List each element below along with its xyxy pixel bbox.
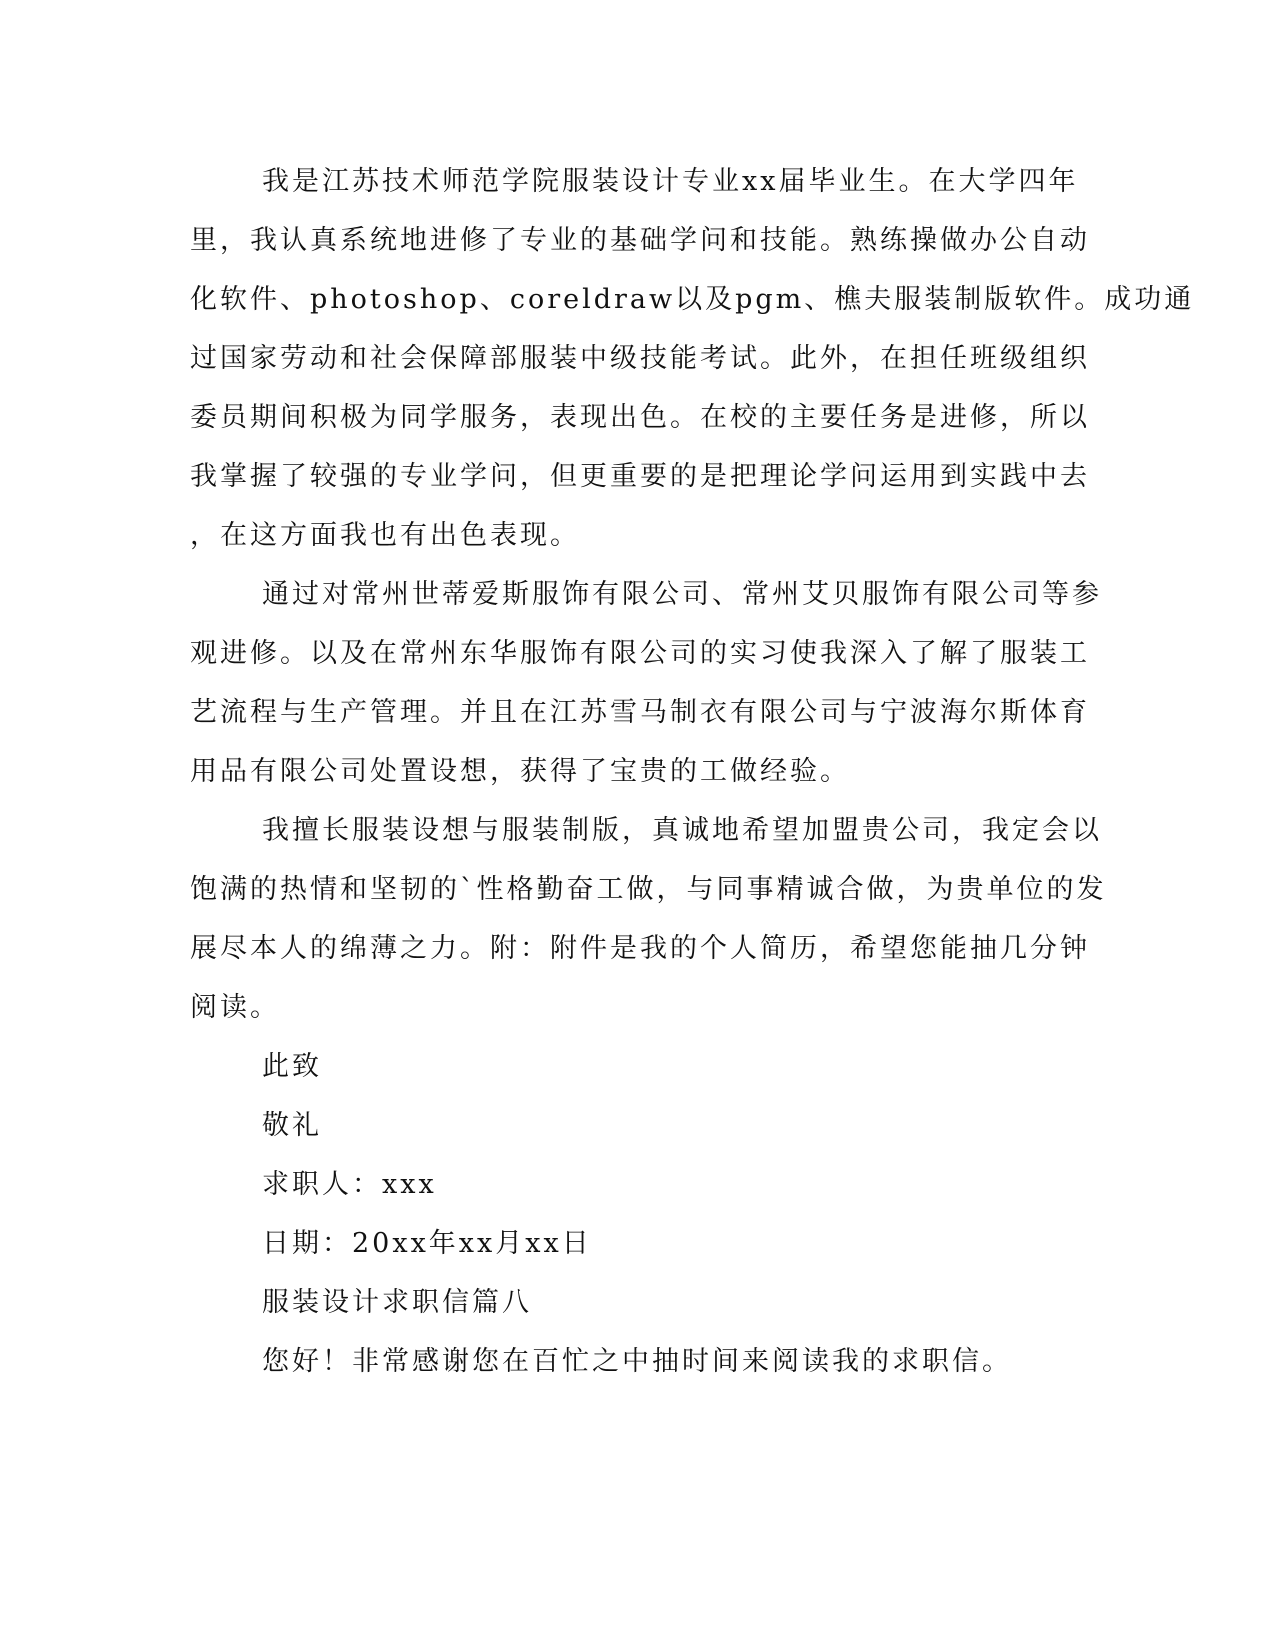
paragraph-1-line-1: 我是江苏技术师范学院服装设计专业xx届毕业生。在大学四年 xyxy=(262,166,1079,197)
paragraph-1-line-3: 化软件、photoshop、coreldraw以及pgm、樵夫服装制版软件。成功通 xyxy=(190,284,1195,315)
closing-regards: 敬礼 xyxy=(262,1110,322,1141)
paragraph-1-line-6: 我掌握了较强的专业学问，但更重要的是把理论学问运用到实践中去 xyxy=(190,461,1090,492)
paragraph-1-line-2: 里，我认真系统地进修了专业的基础学问和技能。熟练操做办公自动 xyxy=(190,225,1090,256)
paragraph-3-line-4: 阅读。 xyxy=(190,992,280,1023)
paragraph-2-line-3: 艺流程与生产管理。并且在江苏雪马制衣有限公司与宁波海尔斯体育 xyxy=(190,697,1090,728)
paragraph-3-line-3: 展尽本人的绵薄之力。附：附件是我的个人简历，希望您能抽几分钟 xyxy=(190,933,1090,964)
paragraph-1-line-7: ，在这方面我也有出色表现。 xyxy=(190,520,580,551)
paragraph-2-line-1: 通过对常州世蒂爱斯服饰有限公司、常州艾贝服饰有限公司等参 xyxy=(262,579,1102,610)
paragraph-2-line-4: 用品有限公司处置设想，获得了宝贵的工做经验。 xyxy=(190,756,850,787)
paragraph-3-line-2: 饱满的热情和坚韧的`性格勤奋工做，与同事精诚合做，为贵单位的发 xyxy=(190,874,1107,905)
paragraph-3-line-1: 我擅长服装设想与服装制版，真诚地希望加盟贵公司，我定会以 xyxy=(262,815,1102,846)
applicant-name: 求职人：xxx xyxy=(262,1169,437,1200)
paragraph-1-line-5: 委员期间积极为同学服务，表现出色。在校的主要任务是进修，所以 xyxy=(190,402,1090,433)
letter-date: 日期：20xx年xx月xx日 xyxy=(262,1228,592,1259)
paragraph-1-line-4: 过国家劳动和社会保障部服装中级技能考试。此外，在担任班级组织 xyxy=(190,343,1090,374)
closing-salutation: 此致 xyxy=(262,1051,322,1082)
section-title: 服装设计求职信篇八 xyxy=(262,1287,532,1318)
paragraph-2-line-2: 观进修。以及在常州东华服饰有限公司的实习使我深入了解了服装工 xyxy=(190,638,1090,669)
section-greeting: 您好！非常感谢您在百忙之中抽时间来阅读我的求职信。 xyxy=(262,1346,1012,1377)
